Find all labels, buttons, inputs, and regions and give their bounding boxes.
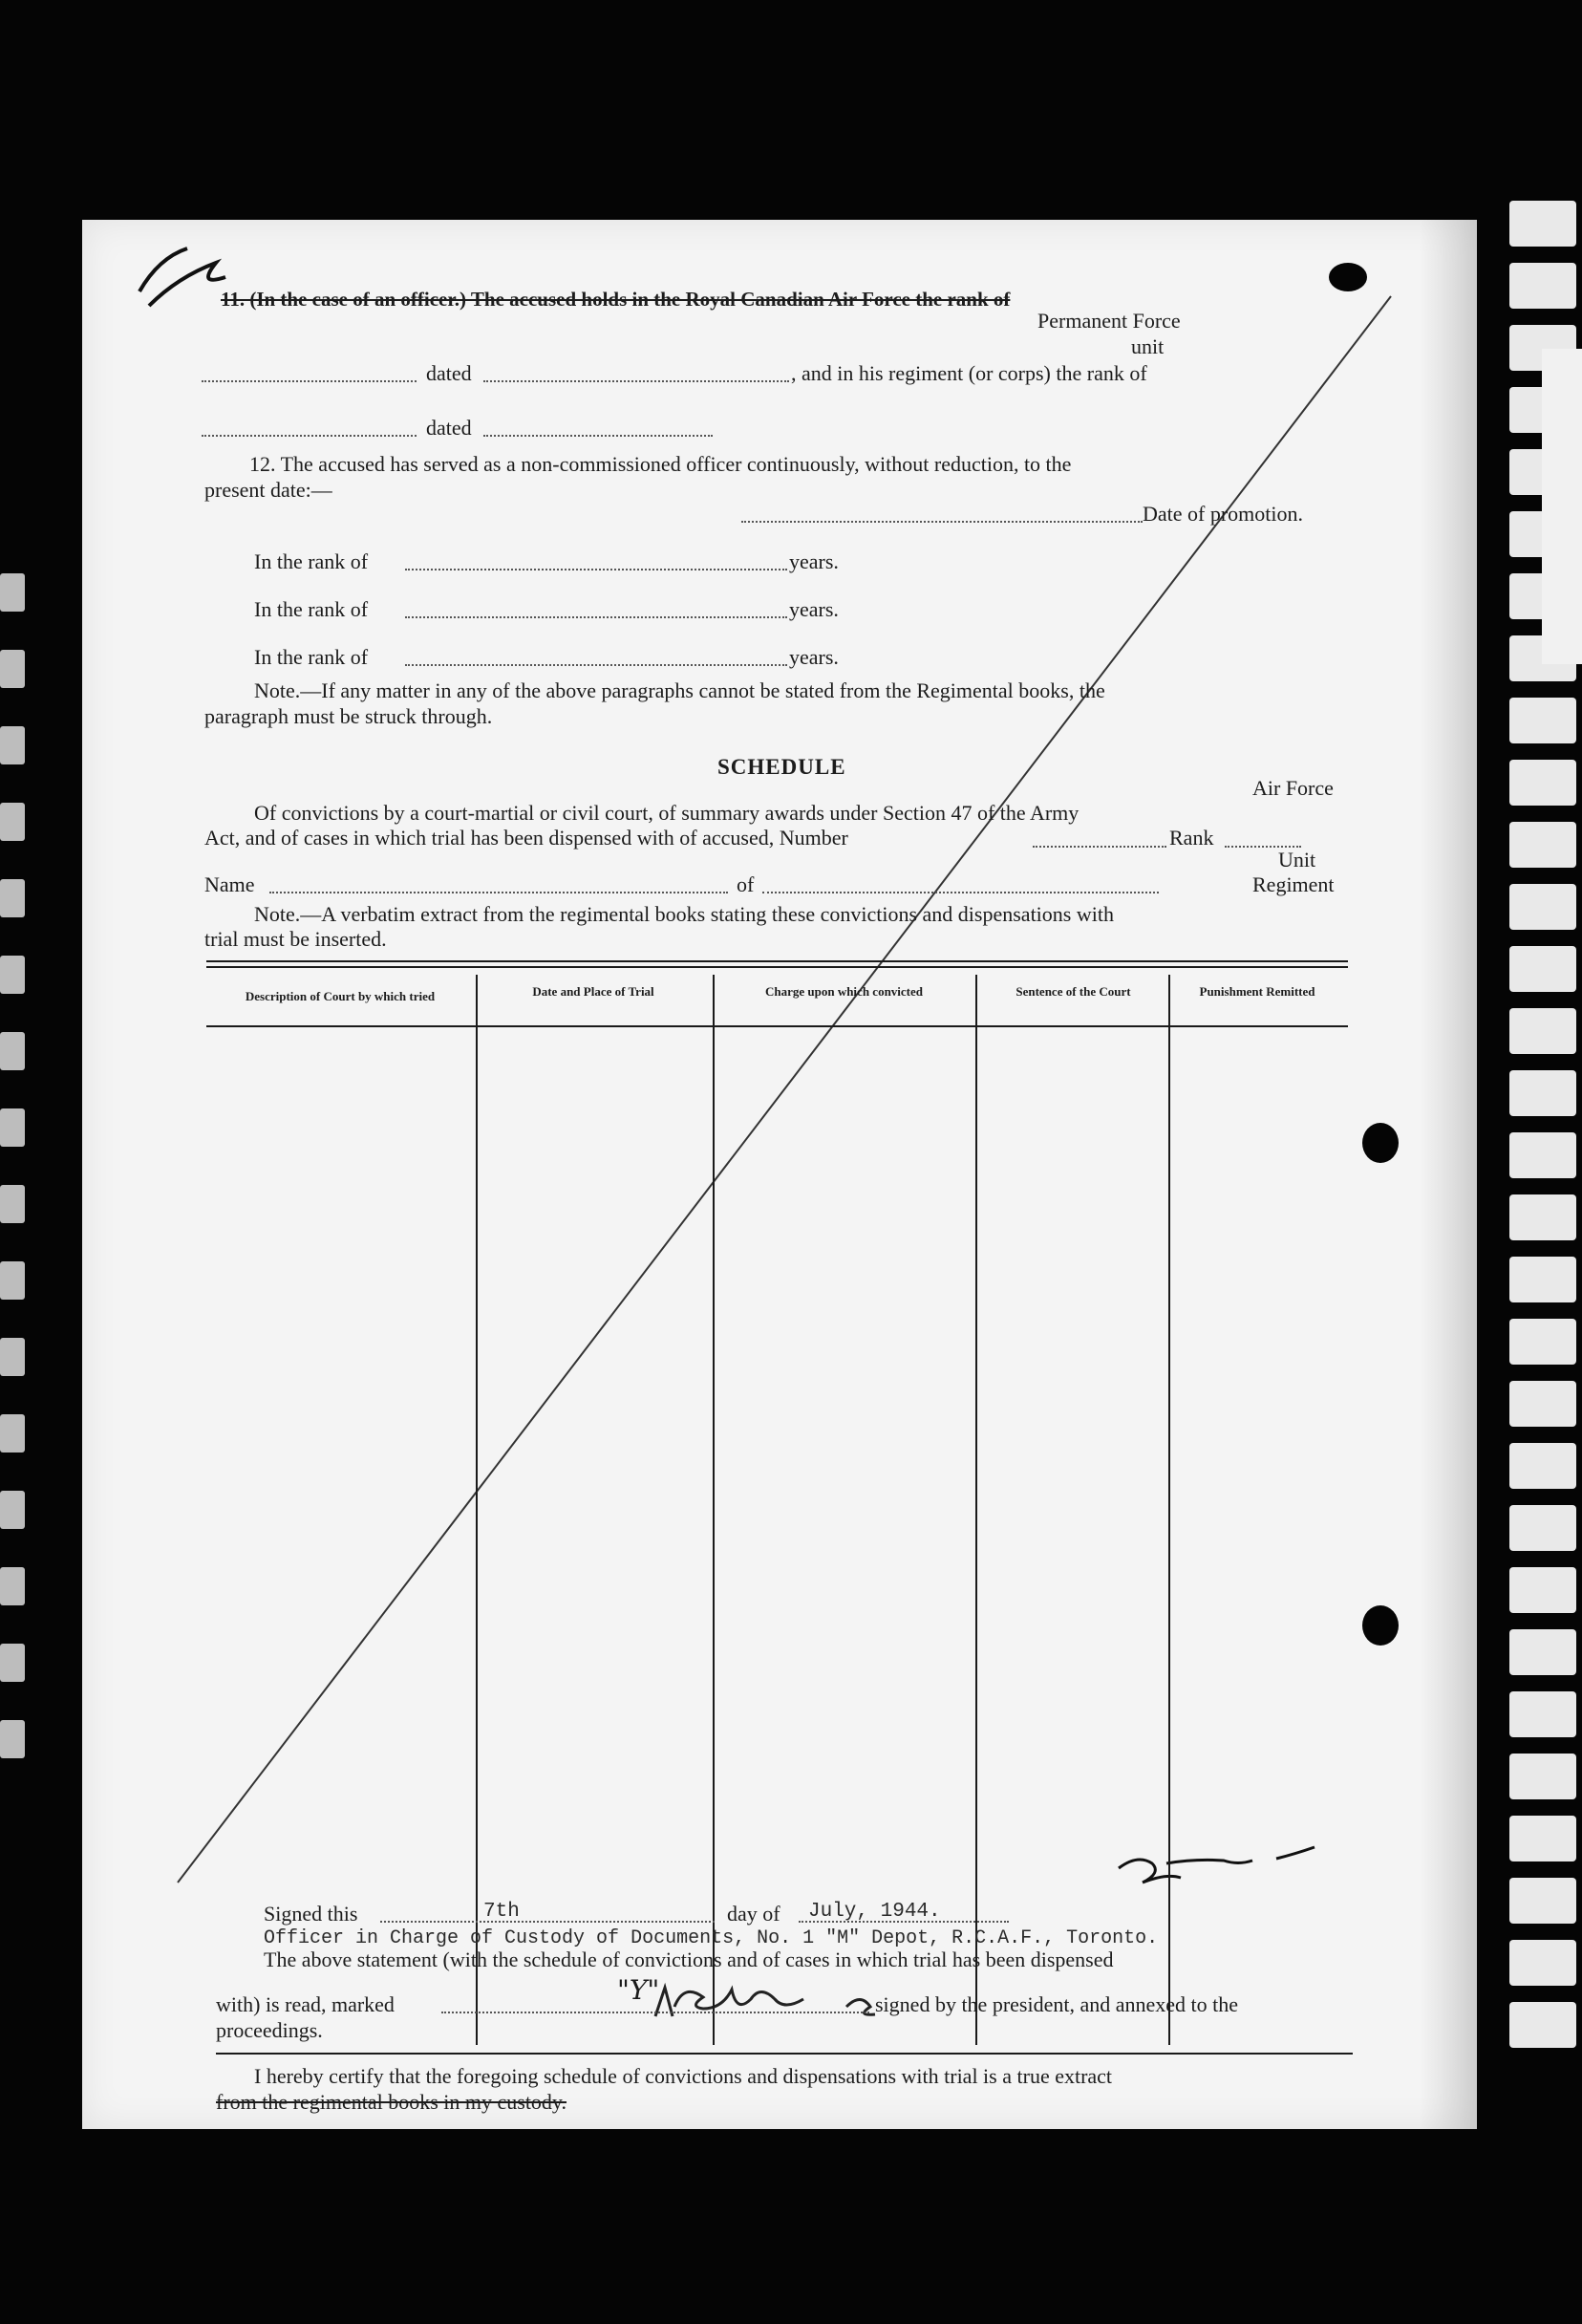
item11-struck-text: 11. (In the case of an officer.) The accused holds in the Royal Canadian Air Force the rank of [221,288,1011,311]
rank-label-1: In the rank of [254,549,369,573]
note1-line1: Note.—If any matter in any of the above paragraphs cannot be stated from the Regimental books, the [254,678,1105,702]
unit-label-2: Unit [1278,848,1316,872]
air-force-label: Air Force [1252,776,1334,800]
rank-label-2: In the rank of [254,597,369,621]
schedule-line2a: Act, and of cases in which trial has been dispensed with of accused, Number [204,826,848,850]
certify-line2: from the regimental books in my custody. [216,2090,567,2114]
rank-label-3: In the rank of [254,645,369,669]
years-label-3: years. [789,645,839,669]
of-label: of [737,872,755,896]
years-label-2: years. [789,597,839,621]
item11-regiment-text: , and in his regiment (or corps) the rank of [791,361,1147,385]
rank-label: Rank [1169,826,1214,850]
statement-with-read: with) is read, marked [216,1992,395,2016]
film-perforations-left [0,573,38,1816]
schedule-note-line2: trial must be inserted. [204,927,387,951]
col-header-charge: Charge upon which convicted [764,984,924,999]
statement-line1: The above statement (with the schedule of convictions and of cases in which trial has been dispensed [264,1947,1114,1971]
years-label-1: years. [789,549,839,573]
signed-this-label: Signed this [264,1902,358,1926]
col-header-remitted: Punishment Remitted [1199,984,1315,999]
col-header-sentence: Sentence of the Court [1015,984,1131,999]
signed-block [82,1691,1477,2093]
date-of-promotion-label: Date of promotion. [1143,502,1304,526]
unit-label: unit [1131,334,1165,358]
officer-in-charge-line: Officer in Charge of Custody of Documents, No. 1 "M" Depot, R.C.A.F., Toronto. [264,1927,1159,1949]
day-of-label: day of [727,1902,780,1926]
statement-signed-by: signed by the president, and annexed to the [875,1992,1239,2016]
item11-dated-label-2: dated [426,416,472,440]
marked-value: "Y" [617,1974,660,2006]
item12-line1: 12. The accused has served as a non-commissioned officer continuously, without reduction, to the [249,452,1072,476]
regiment-label: Regiment [1252,872,1335,896]
adjacent-page-flap [1542,349,1582,664]
col-header-date-place: Date and Place of Trial [532,984,654,999]
schedule-title: SCHEDULE [717,755,846,779]
item11-dated-label: dated [426,361,472,385]
item12-line2: present date:— [204,478,332,502]
name-label: Name [204,872,255,896]
signed-day-value: 7th [483,1901,520,1923]
note1-line2: paragraph must be struck through. [204,704,493,728]
col-header-court: Description of Court by which tried [245,989,436,1003]
proceedings-label: proceedings. [216,2018,323,2042]
certify-line1: I hereby certify that the foregoing schedule of convictions and dispensations with trial is a true extract [254,2064,1113,2088]
signed-month-year-value: July, 1944. [808,1901,941,1923]
schedule-note-line1: Note.—A verbatim extract from the regimental books stating these convictions and dispensations with [254,902,1114,926]
schedule-line1: Of convictions by a court-martial or civil court, of summary awards under Section 47 of the Army [254,801,1080,825]
permanent-force-label: Permanent Force [1037,309,1181,333]
